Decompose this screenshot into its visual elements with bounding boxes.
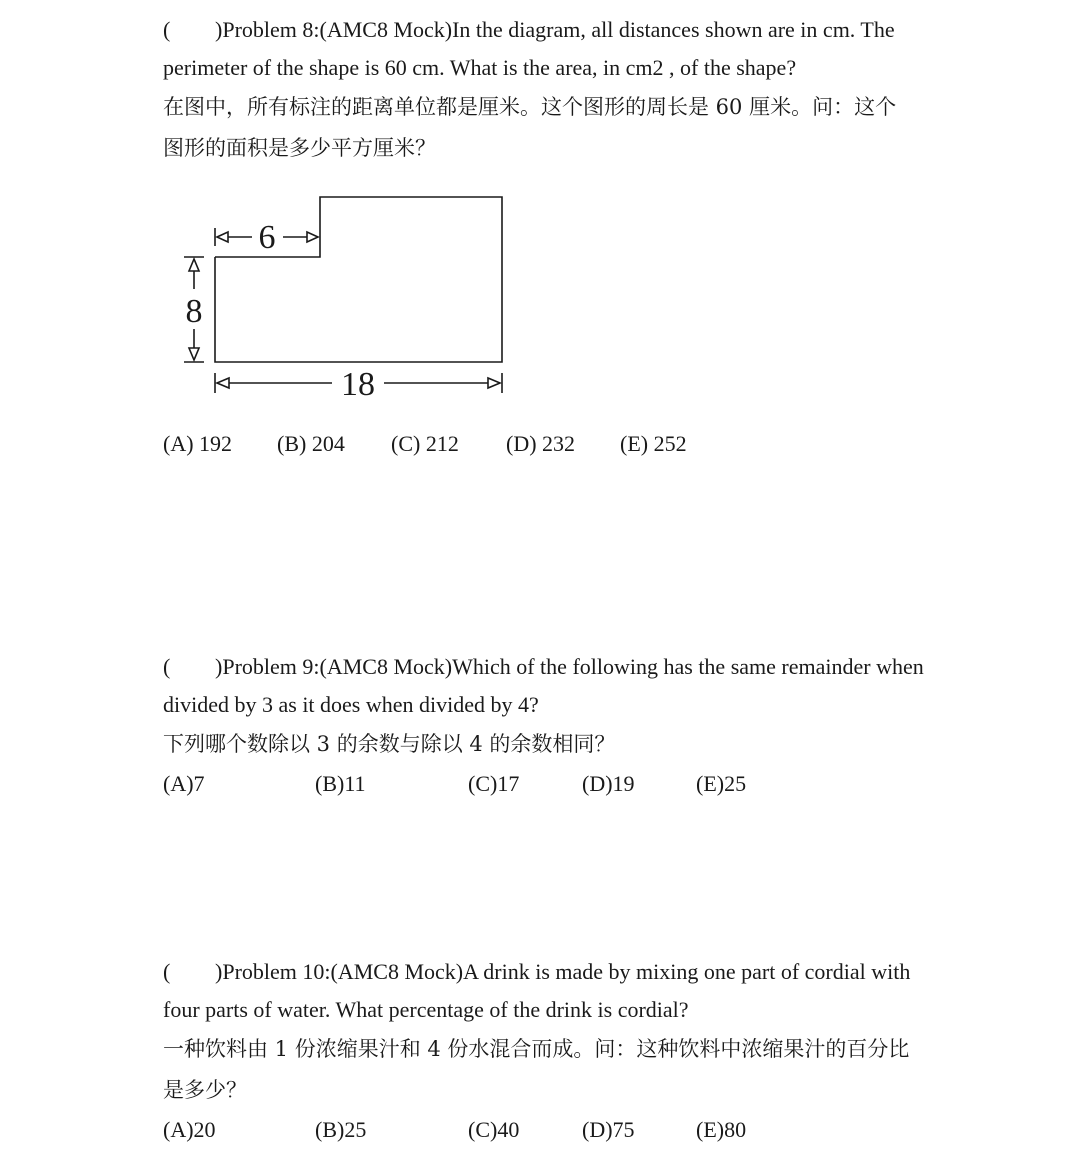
choice-e: (E)80 bbox=[696, 1117, 747, 1142]
choice-a: (A)20 bbox=[163, 1117, 216, 1142]
choice-b: (B) 204 bbox=[277, 431, 345, 456]
problem-10-question-cn-line1: 一种饮料由 1 份浓缩果汁和 4 份水混合而成。问：这种饮料中浓缩果汁的百分比 bbox=[163, 1037, 910, 1061]
problem-8-question-en-line2: perimeter of the shape is 60 cm. What is the area, in cm2 , of the shape? bbox=[163, 55, 797, 80]
answer-paren-close: ) bbox=[215, 17, 223, 42]
dim-6-arrow-right bbox=[307, 232, 318, 242]
problem-8-choices bbox=[163, 425, 933, 463]
choice-c: (C)40 bbox=[468, 1117, 520, 1142]
shape-diagram bbox=[170, 185, 520, 410]
dim-label-18: 18 bbox=[341, 366, 375, 403]
question-text: Problem 8:(AMC8 Mock)In the diagram, all distances shown are in cm. The bbox=[222, 17, 895, 42]
problem-10-question-en-line2: four parts of water. What percentage of the drink is cordial? bbox=[163, 997, 689, 1022]
problem-8-question-en-line1 bbox=[163, 11, 933, 49]
problem-9-choices bbox=[163, 765, 933, 803]
choice-d: (D)19 bbox=[582, 771, 635, 796]
problem-9-question-cn-line1: 下列哪个数除以 3 的余数与除以 4 的余数相同？ bbox=[163, 732, 616, 756]
choice-d: (D)75 bbox=[582, 1117, 635, 1142]
dim-label-8: 8 bbox=[185, 293, 203, 330]
dim-18-arrow-right bbox=[488, 378, 500, 388]
choice-e: (E)25 bbox=[696, 771, 747, 796]
dim-8-arrow-top bbox=[189, 259, 199, 271]
problem-9 bbox=[163, 648, 933, 803]
problem-10-choices bbox=[163, 1111, 933, 1149]
answer-paren-close: ) bbox=[215, 654, 223, 679]
choice-e: (E) 252 bbox=[620, 431, 687, 456]
problem-10-question-cn-line2: 是多少？ bbox=[163, 1078, 247, 1102]
answer-paren-open: ( bbox=[163, 654, 171, 679]
answer-paren-open: ( bbox=[163, 17, 171, 42]
choice-d: (D) 232 bbox=[506, 431, 576, 456]
answer-paren-close: ) bbox=[215, 959, 223, 984]
choice-a: (A) 192 bbox=[163, 431, 233, 456]
question-text: Problem 9:(AMC8 Mock)Which of the following has the same remainder when bbox=[222, 654, 924, 679]
problem-8-question-cn-line2: 图形的面积是多少平方厘米？ bbox=[163, 136, 436, 160]
answer-paren-open: ( bbox=[163, 959, 171, 984]
problem-8-question-cn-line1: 在图中，所有标注的距离单位都是厘米。这个图形的周长是 60 厘米。问：这个 bbox=[163, 95, 897, 119]
problem-10 bbox=[163, 953, 933, 1149]
problem-9-question-en-line2: divided by 3 as it does when divided by 4? bbox=[163, 692, 539, 717]
dim-label-6: 6 bbox=[258, 219, 276, 256]
choice-b: (B)25 bbox=[315, 1117, 367, 1142]
choice-a: (A)7 bbox=[163, 771, 205, 796]
choice-b: (B)11 bbox=[315, 771, 366, 796]
question-text: Problem 10:(AMC8 Mock)A drink is made by mixing one part of cordial with bbox=[222, 959, 911, 984]
dim-6-arrow-left bbox=[217, 232, 228, 242]
choice-c: (C)17 bbox=[468, 771, 520, 796]
problem-9-question-en-line1 bbox=[163, 648, 933, 686]
problem-10-question-en-line1 bbox=[163, 953, 933, 991]
choice-c: (C) 212 bbox=[391, 431, 459, 456]
dim-8-arrow-bottom bbox=[189, 348, 199, 360]
dim-18-arrow-left bbox=[217, 378, 229, 388]
